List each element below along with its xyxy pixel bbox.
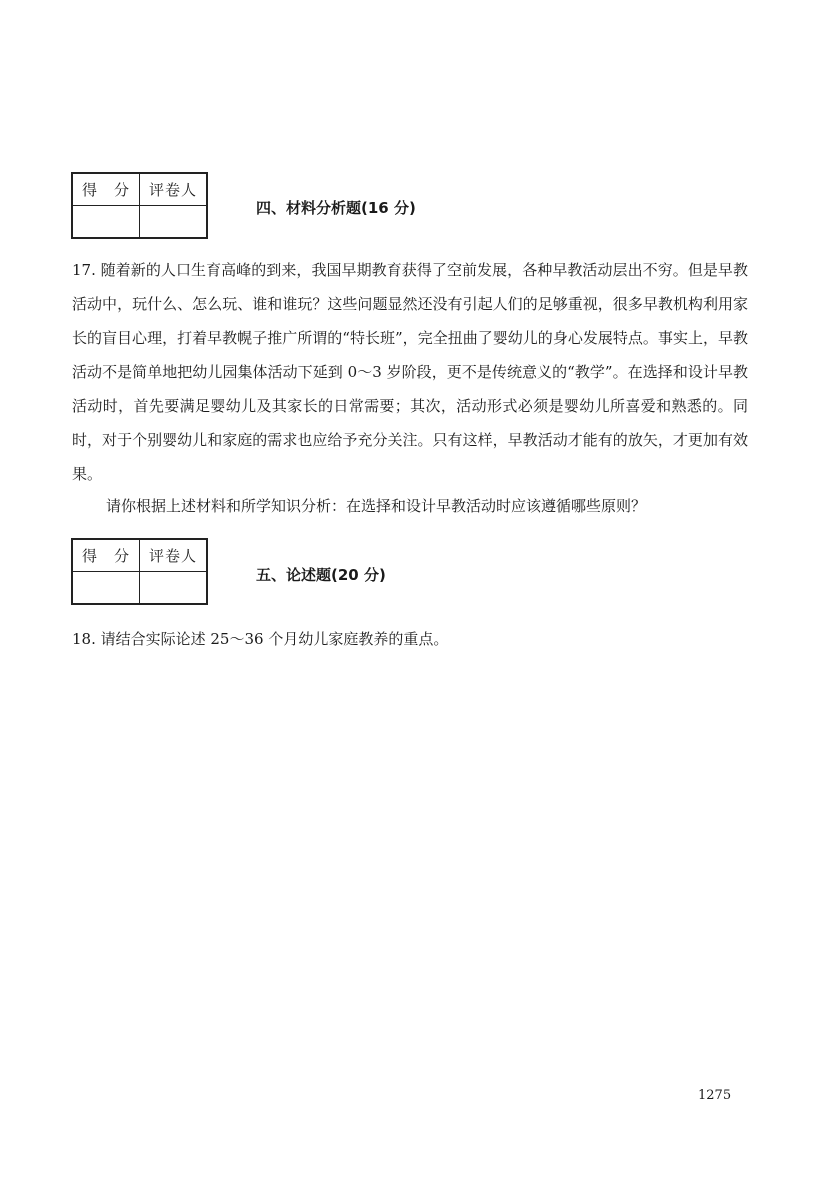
score-cell xyxy=(72,572,140,605)
question-17-prompt: 请你根据上述材料和所学知识分析：在选择和设计早教活动时应该遵循哪些原则？ xyxy=(106,497,647,515)
grader-label: 评卷人 xyxy=(140,173,208,206)
score-label: 得 分 xyxy=(72,173,140,206)
grader-cell xyxy=(140,206,208,239)
question-17-text: 17. 随着新的人口生育高峰的到来，我国早期教育获得了空前发展，各种早教活动层出不穷。但是早教活动中，玩什么、怎么玩、谁和谁玩？这些问题显然还没有引起人们的足够重视，很多早教机构利用家长的盲目心理，打着早教幌子推广所谓的“特长班”，完全扭曲了婴幼儿的身心发展特点。事实上，早教活动不是简单地把幼儿园集体活动下延到 0～3 岁阶段，更不是传统意义的“教学”。在选择和设计早教活动时，首先要满足婴幼儿及其家长的日常需要；其次，活动形式必须是婴幼儿所喜爱和熟悉的。同时，对于个别婴幼儿和家庭的需求也应给予充分关注。只有这样，早教活动才能有的放矢，才更加有效果。 xyxy=(72,261,748,483)
score-table-section-5 xyxy=(71,538,208,605)
section-4-heading: 四、材料分析题(16 分) xyxy=(256,199,416,217)
score-table-section-4 xyxy=(71,172,208,239)
score-label: 得 分 xyxy=(72,539,140,572)
grader-cell xyxy=(140,572,208,605)
grader-label: 评卷人 xyxy=(140,539,208,572)
score-cell xyxy=(72,206,140,239)
question-18-text: 18. 请结合实际论述 25～36 个月幼儿家庭教养的重点。 xyxy=(72,630,449,648)
page-number: 1275 xyxy=(698,1088,732,1103)
section-5-heading: 五、论述题(20 分) xyxy=(256,566,386,584)
